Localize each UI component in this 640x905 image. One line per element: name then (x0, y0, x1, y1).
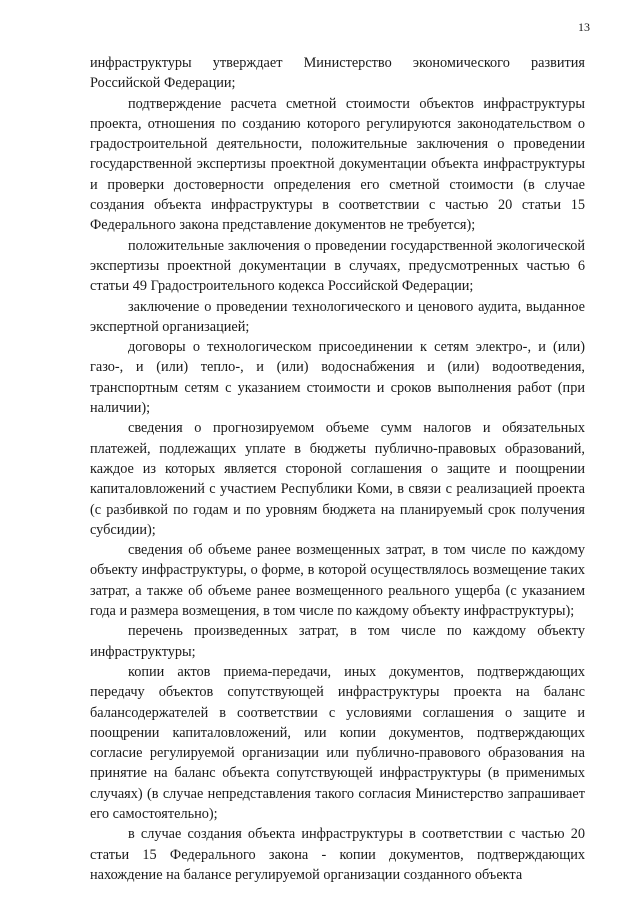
paragraph: сведения об объеме ранее возмещенных затрат, в том числе по каждому объекту инфраструктуры, о форме, в которой осуществлялось возмещение таких затрат, а также об объеме ранее возмещенного реального ущерба (с указанием года и размера возмещения, в том числе по каждому объекту инфраструктуры); (90, 542, 585, 620)
paragraph: перечень произведенных затрат, в том числе по каждому объекту инфраструктуры; (90, 623, 585, 660)
paragraph: положительные заключения о проведении государственной экологической экспертизы проектной документации в случаях, предусмотренных частью 6 статьи 49 Градостроительного кодекса Российской Федерации; (90, 237, 585, 295)
paragraph: подтверждение расчета сметной стоимости объектов инфраструктуры проекта, отношения по созданию которого регулируются законодательством о градостроительной деятельности, положительные заключения о проведении государственной экспертизы проектной документации объекта инфраструктуры и проверки достоверности определения его сметной стоимости (в случае создания объекта инфраструктуры в соответствии с частью 20 статьи 15 Федерального закона представление документов не требуется); (90, 95, 585, 234)
paragraph: копии актов приема-передачи, иных документов, подтверждающих передачу объектов сопутствующей инфраструктуры проекта на баланс балансодержателей в соответствии с условиями соглашения о защите и поощрении капиталовложений, или копии документов, подтверждающих согласие регулируемой организации или публично-правового образования на принятие на баланс объекта сопутствующей инфраструктуры (в применимых случаях) (в случае непредставления такого согласия Министерство запрашивает его самостоятельно); (90, 663, 585, 822)
paragraph: в случае создания объекта инфраструктуры в соответствии с частью 20 статьи 15 Федерального закона - копии документов, подтверждающих нахождение на балансе регулируемой организации созданного объекта (90, 826, 585, 883)
paragraph: заключение о проведении технологического и ценового аудита, выданное экспертной организацией; (90, 298, 585, 335)
document-body (90, 53, 585, 885)
page-number: 13 (578, 20, 590, 34)
paragraph: инфраструктуры утверждает Министерство экономического развития Российской Федерации; (90, 55, 585, 92)
paragraph: сведения о прогнозируемом объеме сумм налогов и обязательных платежей, подлежащих уплате в бюджеты публично-правовых образований, каждое из которых является стороной соглашения о защите и поощрении капиталовложений с участием Республики Коми, в связи с реализацией проекта (с разбивкой по годам и по уровням бюджета на планируемый срок получения субсидии); (90, 420, 585, 538)
paragraph: договоры о технологическом присоединении к сетям электро-, и (или) газо-, и (или) тепло-, и (или) водоснабжения и (или) водоотведения, транспортным сетям с указанием стоимости и сроков выполнения работ (при наличии); (90, 339, 585, 417)
